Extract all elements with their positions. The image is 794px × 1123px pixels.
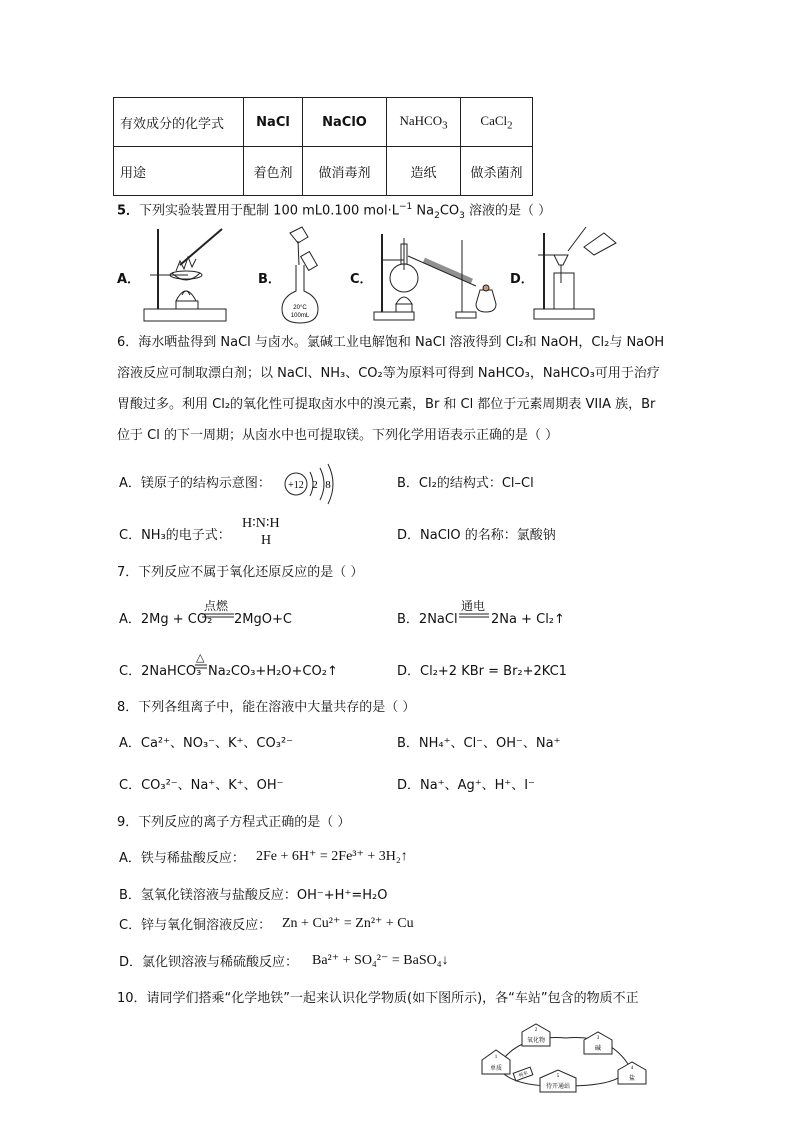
stem-text: CO bbox=[439, 203, 460, 219]
formula-sub: 3 bbox=[442, 119, 448, 132]
q9-option-a-label: A．铁与稀盐酸反应： bbox=[119, 851, 245, 866]
atom-nucleus-charge: +12 bbox=[288, 480, 304, 491]
table-cell: 做杀菌剂 bbox=[461, 147, 533, 196]
q7-option-b-right: 2Na + Cl₂↑ bbox=[491, 612, 565, 627]
question-10-stem: 10．请同学们搭乘“化学地铁”一起来认识化学物质(如下图所示)，各“车站”包含的物质不正 bbox=[117, 991, 639, 1006]
q7-option-b-left: B．2NaCl bbox=[397, 612, 458, 627]
q8-option-a: A．Ca²⁺、NO₃⁻、K⁺、CO₃²⁻ bbox=[119, 736, 294, 751]
question-6-line-2: 溶液反应可制取漂白剂；以 NaCl、NH₃、CO₂等为原料可得到 NaHCO₃，NaHCO₃可用于治疗 bbox=[117, 366, 660, 381]
station-1-name: 单质 bbox=[489, 1065, 503, 1072]
q8-option-b: B．NH₄⁺、Cl⁻、OH⁻、Na⁺ bbox=[397, 736, 561, 751]
station-4-num: 4 bbox=[630, 1066, 634, 1071]
q7-option-b-condition: 通电 bbox=[461, 599, 486, 613]
table-row bbox=[114, 98, 533, 147]
stem-text: 溶液的是（ ） bbox=[464, 203, 552, 219]
apparatus-d-filtration bbox=[530, 225, 620, 325]
table-row bbox=[114, 147, 533, 196]
q6-option-d: D．NaClO 的名称：氯酸钠 bbox=[397, 528, 556, 543]
q9-option-c-equation: Zn + Cu²⁺ = Zn²⁺ + Cu bbox=[282, 916, 414, 931]
q8-option-d: D．Na⁺、Ag⁺、H⁺、I⁻ bbox=[397, 778, 535, 793]
q7-option-a-equals bbox=[202, 613, 234, 619]
q7-option-a-right: 2MgO+C bbox=[234, 612, 292, 627]
q6-option-c: C．NH₃的电子式： bbox=[119, 528, 231, 543]
train-label: 列车 bbox=[517, 1070, 530, 1080]
mg-atom-structure-diagram bbox=[282, 462, 342, 506]
q7-option-c-right: Na₂CO₃+H₂O+CO₂↑ bbox=[208, 664, 338, 679]
table-cell: NaClO bbox=[303, 98, 387, 147]
stem-text: Na bbox=[412, 203, 435, 219]
option-label-d: D． bbox=[510, 272, 534, 287]
question-7-stem: 7．下列反应不属于氧化还原反应的是（ ） bbox=[117, 565, 364, 580]
question-8-stem: 8．下列各组离子中，能在溶液中大量共存的是（ ） bbox=[117, 700, 416, 715]
question-6-line-1: 6．海水晒盐得到 NaCl 与卤水。氯碱工业电解饱和 NaCl 溶液得到 Cl₂和 NaOH，Cl₂与 NaOH bbox=[117, 335, 665, 350]
table-cell bbox=[387, 98, 461, 147]
question-9-stem: 9．下列反应的离子方程式正确的是（ ） bbox=[117, 815, 351, 830]
table-header-formula: 有效成分的化学式 bbox=[114, 98, 244, 147]
chemistry-subway-diagram bbox=[478, 1024, 654, 1094]
station-5-num: 5 bbox=[556, 1074, 560, 1079]
electron-shell-2-count: 8 bbox=[325, 479, 331, 491]
table-cell: 造纸 bbox=[387, 147, 461, 196]
formula-text: CaCl bbox=[480, 112, 508, 128]
formula-text: NaHCO bbox=[399, 112, 443, 128]
table-cell: 做消毒剂 bbox=[303, 147, 387, 196]
stem-sub: 3 bbox=[459, 210, 465, 221]
q9-option-a-equation: 2Fe + 6H⁺ = 2Fe³⁺ + 3H₂↑ bbox=[256, 849, 408, 864]
q6-option-b: B．Cl₂的结构式：Cl–Cl bbox=[397, 476, 534, 491]
apparatus-b-volumetric-flask bbox=[278, 225, 328, 325]
q7-option-a-condition: 点燃 bbox=[204, 599, 229, 613]
station-5-name: 待开通站 bbox=[545, 1083, 571, 1090]
question-6-line-4: 位于 Cl 的下一周期；从卤水中也可提取镁。下列化学用语表示正确的是（ ） bbox=[117, 428, 559, 443]
usage-table bbox=[113, 97, 533, 196]
table-cell: NaCl bbox=[244, 98, 303, 147]
nh3-electron-formula-top: H∶N∶H bbox=[242, 516, 280, 531]
question-number: 5． bbox=[117, 203, 140, 219]
option-label-c: C． bbox=[350, 272, 373, 287]
station-3-num: 3 bbox=[596, 1036, 600, 1041]
stem-sup: −1 bbox=[398, 202, 413, 212]
q7-option-c-left: C．2NaHCO₃ bbox=[119, 664, 202, 679]
nh3-electron-formula-bottom: H bbox=[261, 533, 272, 548]
station-1-num: 1 bbox=[494, 1055, 498, 1060]
q9-option-d-equation: Ba²⁺ + SO₄²⁻ = BaSO₄↓ bbox=[312, 953, 449, 968]
q7-option-b-equals bbox=[459, 613, 489, 619]
table-cell: 着色剂 bbox=[244, 147, 303, 196]
q9-option-d-label: D．氯化钡溶液与稀硫酸反应： bbox=[119, 955, 299, 970]
q7-option-c-equals bbox=[195, 664, 207, 670]
question-5-stem bbox=[117, 198, 551, 225]
q6-option-a: A．镁原子的结构示意图： bbox=[119, 476, 271, 491]
apparatus-a-evaporation bbox=[140, 225, 230, 325]
question-6-line-3: 胃酸过多。利用 Cl₂的氧化性可提取卤水中的溴元素，Br 和 Cl 都位于元素周期表 VIIA 族，Br bbox=[117, 397, 656, 412]
q7-option-c-condition: △ bbox=[196, 651, 205, 664]
station-2-num: 2 bbox=[534, 1028, 538, 1033]
q7-option-a-left: A．2Mg + CO₂ bbox=[119, 612, 213, 627]
flask-label-volume: 100mL bbox=[290, 313, 310, 319]
stem-text: 下列实验装置用于配制 100 mL0.100 mol·L bbox=[139, 203, 399, 219]
option-label-a: A． bbox=[117, 272, 141, 287]
flask-label-temp: 20°C bbox=[293, 305, 307, 311]
stem-sub: 2 bbox=[434, 210, 440, 221]
q7-option-d: D．Cl₂+2 KBr = Br₂+2KC1 bbox=[397, 664, 567, 679]
table-header-usage: 用途 bbox=[114, 147, 244, 196]
q8-option-c: C．CO₃²⁻、Na⁺、K⁺、OH⁻ bbox=[119, 778, 284, 793]
station-4-name: 盐 bbox=[628, 1075, 636, 1082]
q9-option-b: B．氢氧化镁溶液与盐酸反应：OH⁻+H⁺=H₂O bbox=[119, 888, 388, 903]
station-2-name: 氧化物 bbox=[526, 1037, 546, 1044]
option-label-b: B． bbox=[258, 272, 281, 287]
station-3-name: 碱 bbox=[594, 1045, 602, 1052]
apparatus-c-distillation bbox=[372, 230, 502, 325]
q9-option-c-label: C．锌与氧化铜溶液反应： bbox=[119, 918, 272, 933]
table-cell bbox=[461, 98, 533, 147]
electron-shell-1-count: 2 bbox=[312, 479, 318, 491]
formula-sub: 2 bbox=[507, 119, 513, 132]
